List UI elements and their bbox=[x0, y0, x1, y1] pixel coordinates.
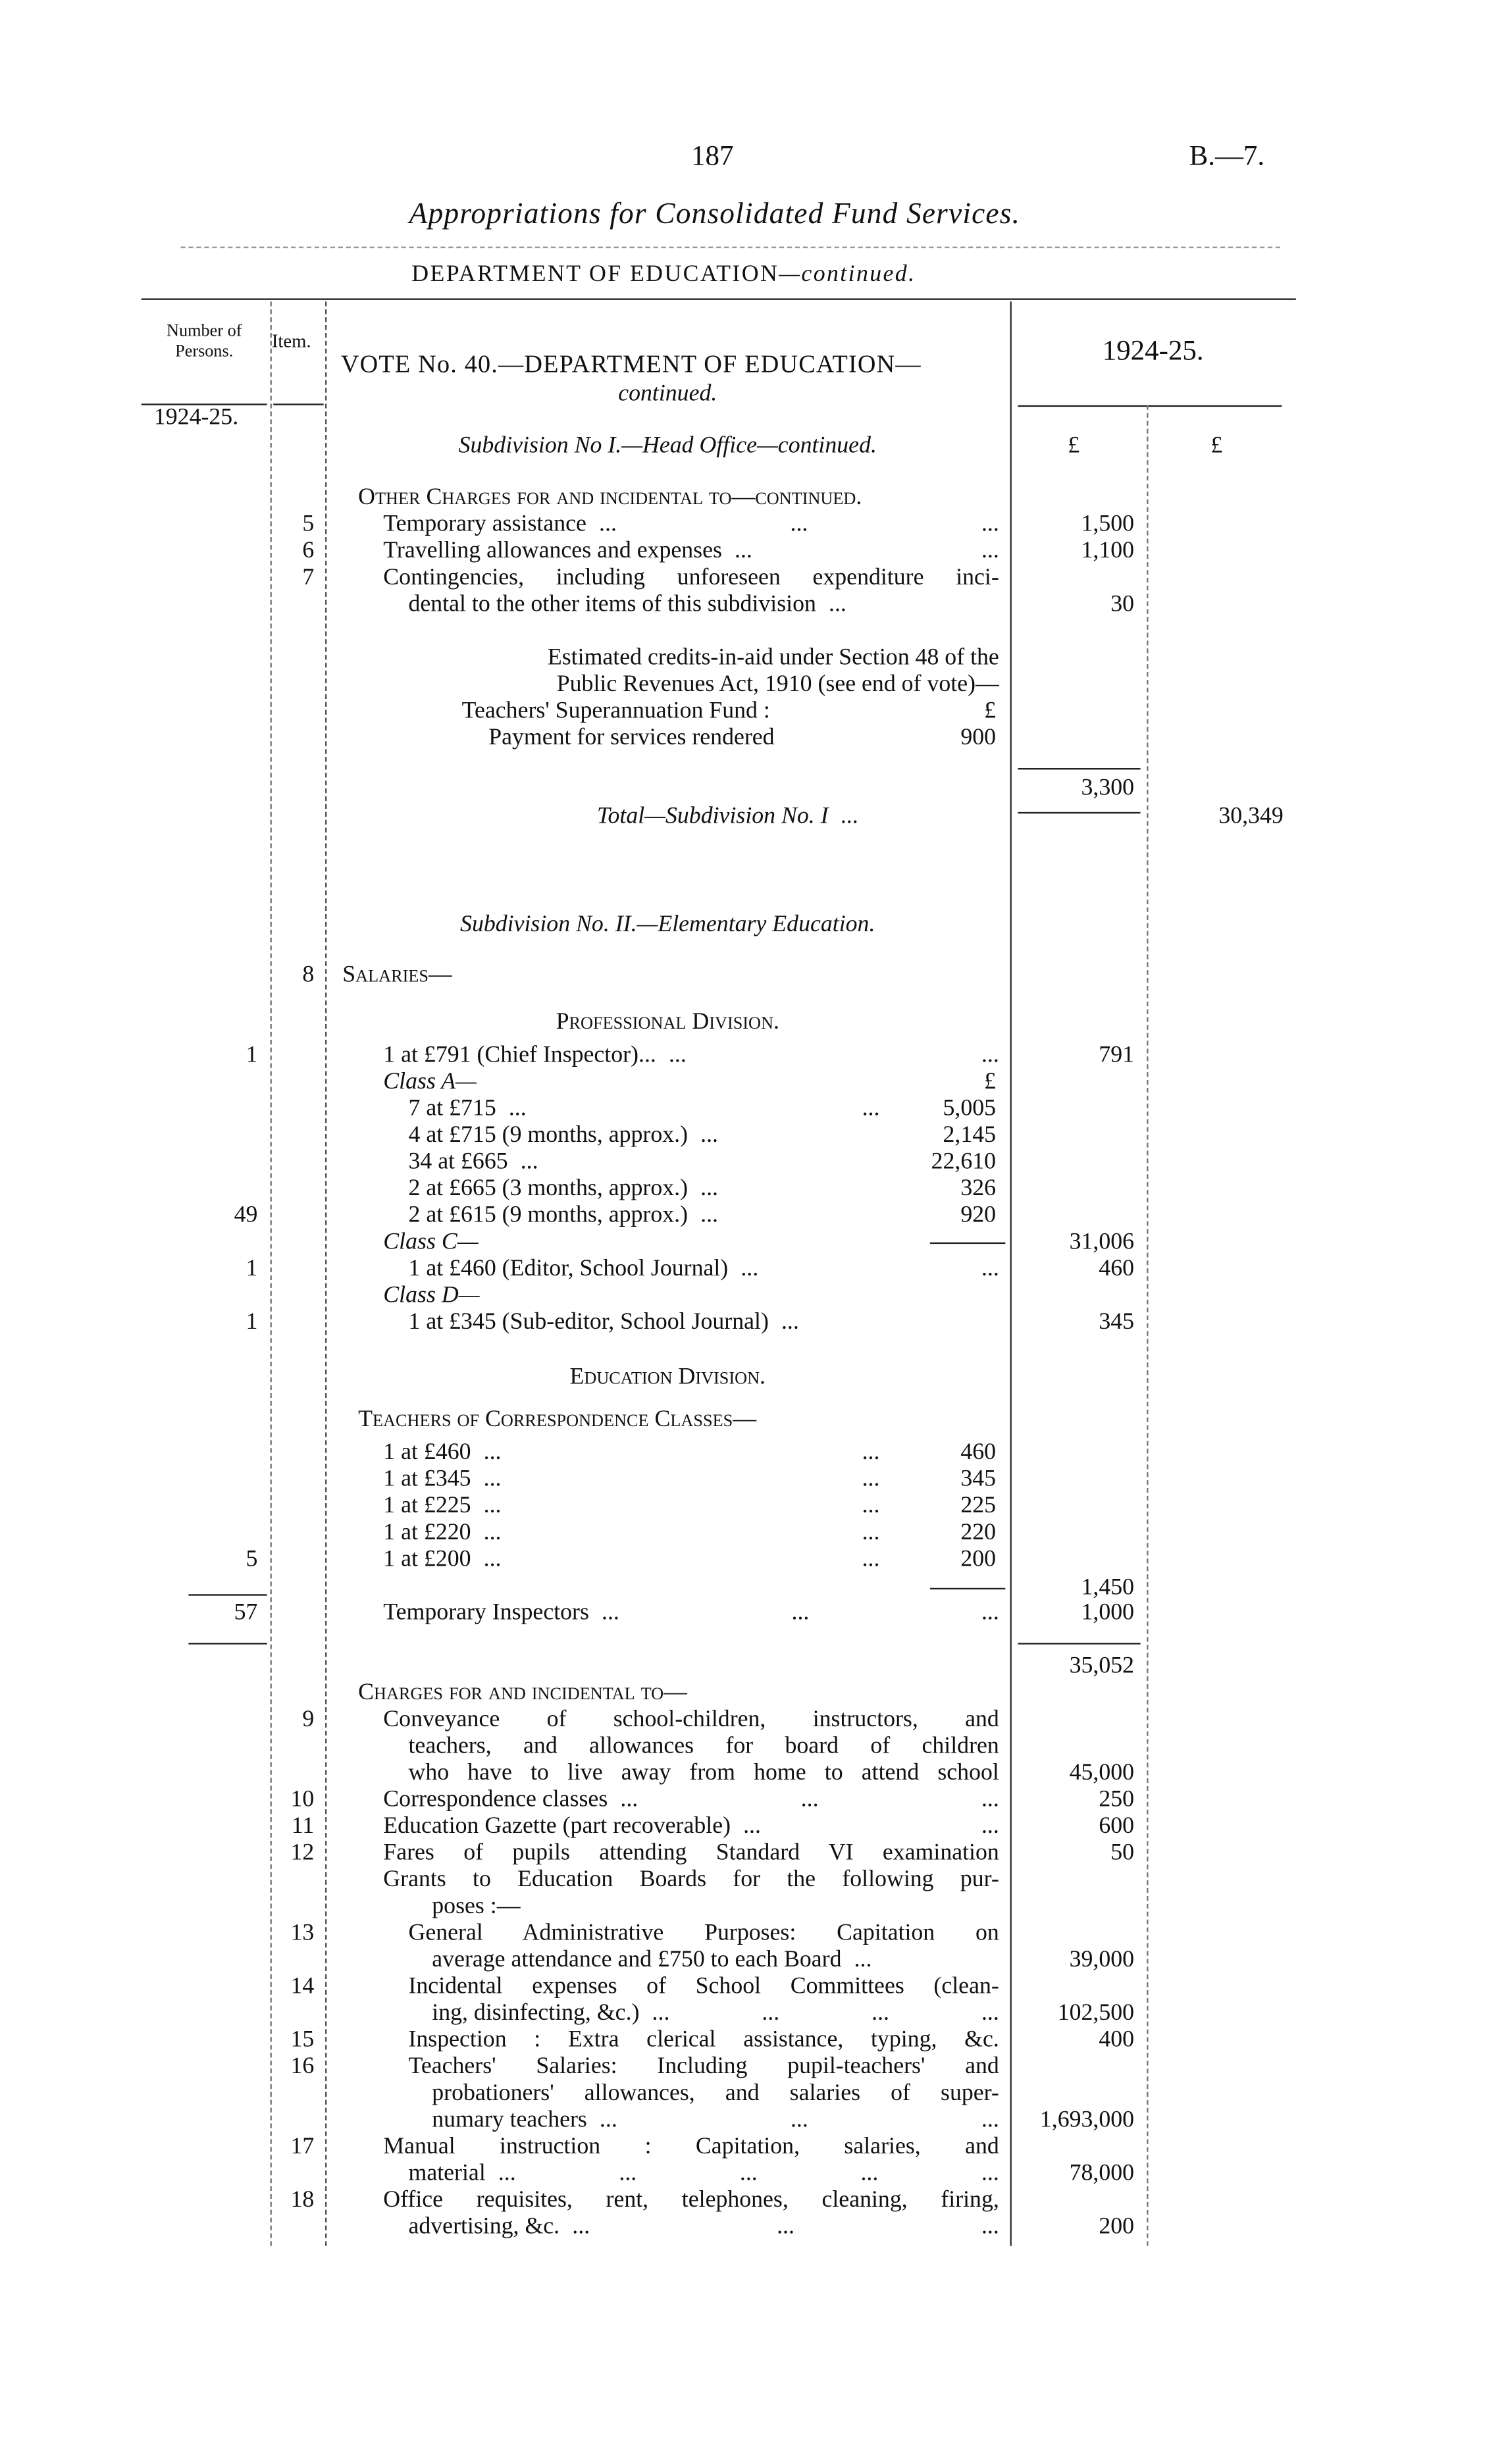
subtotal-rule bbox=[1018, 768, 1140, 769]
inner-amount: 345 bbox=[960, 1466, 997, 1493]
line-description: Teachers' Salaries: Including pupil-teachers' and bbox=[408, 2054, 999, 2080]
leader-dots: ... ... ... bbox=[602, 1600, 999, 1626]
amount-column-1: 31,006 bbox=[1069, 1229, 1135, 1255]
persons-year: 1924-25. bbox=[153, 405, 239, 430]
year-column-header: 1924-25. bbox=[1102, 334, 1204, 367]
inner-amount: 920 bbox=[960, 1203, 997, 1229]
amount-column-1: 30 bbox=[1110, 592, 1135, 617]
amount-column-1: 345 bbox=[1099, 1310, 1135, 1335]
description-text: dental to the other items of this subdivision bbox=[408, 592, 816, 617]
line-description: poses :— bbox=[432, 1894, 521, 1920]
description-text: 1 at £345 bbox=[383, 1466, 471, 1493]
divider bbox=[180, 247, 1280, 248]
description-text: 1 at £220 bbox=[383, 1520, 471, 1546]
line-description bbox=[432, 1946, 999, 1974]
leader-dots: ... ... ... bbox=[599, 2107, 999, 2133]
leader-dots: ... bbox=[700, 1123, 718, 1148]
line-description bbox=[383, 1041, 999, 1069]
line-description: Salaries— bbox=[342, 962, 452, 988]
leader-dots: ... bbox=[520, 1149, 538, 1175]
description-text: numary teachers bbox=[432, 2107, 587, 2133]
item-number: 13 bbox=[290, 1920, 315, 1946]
persons-count: 5 bbox=[246, 1547, 258, 1572]
line-description bbox=[383, 1466, 879, 1494]
department-name: DEPARTMENT OF EDUCATION bbox=[411, 262, 779, 288]
line-description: who have to live away from home to attend school bbox=[408, 1760, 999, 1786]
line-description bbox=[383, 1545, 879, 1574]
leader-dots: ... ... bbox=[483, 1440, 880, 1466]
column-rule bbox=[270, 301, 271, 2246]
leader-dots: ... ... ... ... bbox=[652, 2001, 999, 2026]
inner-amount: 225 bbox=[960, 1493, 997, 1519]
description-text: material bbox=[408, 2161, 486, 2187]
leader-dots: ... ... bbox=[735, 538, 999, 564]
amount-column-1: 35,052 bbox=[1069, 1653, 1135, 1680]
line-description bbox=[383, 1812, 999, 1841]
description-text: 1 at £225 bbox=[383, 1493, 471, 1519]
description-text: 2 at £665 (3 months, approx.) bbox=[408, 1176, 689, 1202]
amount-column-1: 1,693,000 bbox=[1039, 2107, 1135, 2133]
persons-column-header: Number of Persons. bbox=[167, 322, 242, 361]
item-number: 7 bbox=[302, 565, 315, 591]
line-description bbox=[408, 1255, 999, 1283]
line-description: Class D— bbox=[383, 1283, 480, 1308]
leader-dots: ... ... bbox=[743, 1814, 999, 1839]
description-text: 1 at £460 (Editor, School Journal) bbox=[408, 1256, 729, 1282]
leader-dots: ... ... ... ... ... bbox=[498, 2161, 999, 2187]
table-top-rule bbox=[142, 298, 1296, 299]
inner-amount: 460 bbox=[960, 1440, 997, 1466]
line-description bbox=[383, 1599, 999, 1627]
line-description bbox=[432, 1999, 999, 2028]
line-description: Grants to Education Boards for the following pur- bbox=[383, 1867, 999, 1893]
amount-column-1: 3,300 bbox=[1081, 775, 1135, 802]
line-description: Education Division. bbox=[569, 1364, 766, 1391]
line-description bbox=[408, 1308, 999, 1337]
leader-dots: ... bbox=[829, 592, 846, 617]
line-description: Professional Division. bbox=[556, 1010, 779, 1035]
description-text: Travelling allowances and expenses bbox=[383, 538, 722, 564]
amount-column-1: 460 bbox=[1099, 1256, 1135, 1282]
leader-dots: ... ... ... bbox=[572, 2214, 999, 2240]
description-text: advertising, &c. bbox=[408, 2214, 560, 2240]
description-text: 1 at £791 (Chief Inspector)... bbox=[383, 1042, 656, 1068]
persons-count: 57 bbox=[234, 1600, 258, 1626]
item-number: 16 bbox=[290, 2054, 315, 2080]
line-description: Subdivision No. II.—Elementary Education. bbox=[460, 912, 875, 938]
header-rule bbox=[273, 403, 323, 405]
description-text: Total—Subdivision No. I bbox=[596, 804, 829, 830]
description-text: Correspondence classes bbox=[383, 1787, 608, 1813]
description-text: 1 at £345 (Sub-editor, School Journal) bbox=[408, 1310, 769, 1335]
amount-column-1: 400 bbox=[1099, 2027, 1135, 2053]
item-number: 17 bbox=[290, 2134, 315, 2160]
line-description bbox=[432, 2106, 999, 2134]
inner-amount: 326 bbox=[960, 1176, 997, 1202]
description-text: average attendance and £750 to each Board bbox=[432, 1947, 842, 1973]
leader-dots: ... bbox=[841, 804, 859, 830]
column-rule bbox=[1147, 405, 1148, 2246]
page-number: 187 bbox=[691, 140, 734, 172]
item-number: 12 bbox=[290, 1840, 315, 1866]
inner-amount: 200 bbox=[960, 1547, 997, 1572]
amount-column-2: 30,349 bbox=[1218, 804, 1284, 830]
inner-amount: 220 bbox=[960, 1520, 997, 1546]
persons-count: 49 bbox=[234, 1203, 258, 1229]
leader-dots: ... ... bbox=[483, 1466, 880, 1493]
inner-amount: £ bbox=[984, 698, 997, 725]
line-description: Other Charges for and incidental to—continued. bbox=[358, 485, 862, 511]
leader-dots: ... ... ... bbox=[599, 511, 999, 538]
line-description: Estimated credits-in-aid under Section 48 of the bbox=[547, 645, 999, 671]
line-description bbox=[408, 2159, 999, 2188]
leader-dots: ... ... bbox=[508, 1096, 880, 1121]
line-description: Payment for services rendered bbox=[488, 725, 775, 751]
subtotal-rule bbox=[188, 1643, 267, 1644]
leader-dots: ... bbox=[700, 1176, 718, 1202]
amount-column-1: 1,000 bbox=[1081, 1600, 1135, 1626]
column-rule bbox=[1010, 301, 1012, 2246]
item-number: 6 bbox=[302, 538, 315, 564]
column-rule bbox=[325, 301, 326, 2246]
line-description bbox=[383, 1785, 999, 1814]
amount-column-1: 45,000 bbox=[1069, 1760, 1135, 1786]
line-description: Public Revenues Act, 1910 (see end of vote)— bbox=[556, 672, 999, 698]
line-description: Fares of pupils attending Standard VI examination bbox=[383, 1840, 999, 1866]
description-text: 1 at £460 bbox=[383, 1440, 471, 1466]
inner-amount: £ bbox=[984, 1069, 997, 1095]
description-text: 4 at £715 (9 months, approx.) bbox=[408, 1123, 689, 1148]
item-number: 5 bbox=[302, 511, 315, 538]
amount-column-1: 50 bbox=[1110, 1840, 1135, 1866]
line-description: Class A— bbox=[383, 1069, 477, 1095]
line-description: Manual instruction : Capitation, salaries, and bbox=[383, 2134, 999, 2160]
amount-column-1: 600 bbox=[1099, 1814, 1135, 1839]
line-description: Inspection : Extra clerical assistance, typing, &c. bbox=[408, 2027, 999, 2053]
leader-dots: ... ... bbox=[741, 1256, 999, 1282]
line-description bbox=[597, 803, 999, 831]
line-description: Charges for and incidental to— bbox=[358, 1680, 687, 1706]
inner-amount: 2,145 bbox=[943, 1123, 997, 1148]
item-number: 9 bbox=[302, 1707, 315, 1733]
line-description bbox=[408, 1175, 879, 1203]
description-text: 2 at £615 (9 months, approx.) bbox=[408, 1203, 689, 1229]
description-text: Temporary assistance bbox=[383, 511, 586, 538]
leader-dots: ... bbox=[854, 1947, 872, 1973]
description-text: ing, disinfecting, &c.) bbox=[432, 2001, 640, 2026]
inner-amount: 22,610 bbox=[931, 1149, 997, 1175]
line-description bbox=[408, 1148, 879, 1177]
header-rule bbox=[1018, 405, 1282, 407]
leader-dots: ... ... ... bbox=[620, 1787, 999, 1813]
line-description: Teachers' Superannuation Fund : bbox=[461, 698, 770, 725]
amount-column-1: 1,500 bbox=[1081, 511, 1135, 538]
description-text: 34 at £665 bbox=[408, 1149, 508, 1175]
persons-count: 1 bbox=[246, 1310, 258, 1335]
line-description bbox=[383, 1439, 879, 1467]
line-description bbox=[383, 1519, 879, 1547]
department-suffix: —continued. bbox=[779, 262, 916, 288]
line-description bbox=[383, 511, 999, 539]
line-description bbox=[383, 1492, 879, 1520]
subtotal-rule bbox=[1018, 812, 1140, 813]
line-description bbox=[408, 1202, 879, 1230]
amount-column-1: 78,000 bbox=[1069, 2161, 1135, 2187]
line-description: General Administrative Purposes: Capitation on bbox=[408, 1920, 999, 1946]
line-description: teachers, and allowances for board of children bbox=[408, 1733, 999, 1759]
description-text: 7 at £715 bbox=[408, 1096, 496, 1121]
department-heading bbox=[411, 261, 916, 289]
amount-column-1: 250 bbox=[1099, 1787, 1135, 1813]
line-description bbox=[383, 537, 999, 565]
amount-column-1: 1,450 bbox=[1081, 1575, 1135, 1601]
leader-dots: ... ... bbox=[483, 1547, 880, 1572]
item-number: 18 bbox=[290, 2188, 315, 2213]
item-number: 10 bbox=[290, 1787, 315, 1813]
description-text: Education Gazette (part recoverable) bbox=[383, 1814, 731, 1839]
amount-column-1: 1,100 bbox=[1081, 538, 1135, 564]
inner-amount: 5,005 bbox=[943, 1096, 997, 1121]
line-description: Subdivision No I.—Head Office—continued. bbox=[458, 433, 877, 459]
leader-dots: ... bbox=[700, 1203, 718, 1229]
line-description: Teachers of Correspondence Classes— bbox=[358, 1407, 757, 1433]
item-column-header: Item. bbox=[271, 330, 311, 352]
leader-dots: ... bbox=[781, 1310, 799, 1335]
leader-dots: ... ... bbox=[483, 1520, 880, 1546]
amount-column-1: 791 bbox=[1099, 1042, 1135, 1068]
persons-count: 1 bbox=[246, 1256, 258, 1282]
line-description: Contingencies, including unforeseen expenditure inci- bbox=[383, 565, 999, 591]
inner-amount: 900 bbox=[960, 725, 997, 751]
description-text: Temporary Inspectors bbox=[383, 1600, 589, 1626]
line-description: Conveyance of school-children, instructors, and bbox=[383, 1707, 999, 1733]
persons-count: 1 bbox=[246, 1042, 258, 1068]
line-description bbox=[408, 2213, 999, 2242]
amount-column-1: 200 bbox=[1099, 2214, 1135, 2240]
item-number: 11 bbox=[291, 1814, 315, 1839]
amount-column-1: 39,000 bbox=[1069, 1947, 1135, 1973]
line-description: Office requisites, rent, telephones, cleaning, firing, bbox=[383, 2188, 999, 2213]
subtotal-rule bbox=[188, 1594, 267, 1595]
line-description: probationers' allowances, and salaries of super- bbox=[432, 2081, 999, 2107]
line-description: Incidental expenses of School Committees (clean- bbox=[408, 1974, 999, 2000]
amount-column-2: £ bbox=[1210, 433, 1223, 459]
line-description: Class C— bbox=[383, 1229, 479, 1255]
line-description bbox=[408, 590, 999, 619]
subtotal-rule bbox=[930, 1588, 1006, 1589]
leader-dots: ... ... bbox=[668, 1042, 999, 1068]
item-number: 15 bbox=[290, 2027, 315, 2053]
leader-dots: ... ... bbox=[483, 1493, 880, 1519]
line-description bbox=[408, 1094, 879, 1123]
subtotal-rule bbox=[1018, 1643, 1140, 1644]
document-reference: B.—7. bbox=[1189, 140, 1265, 172]
vote-heading: VOTE No. 40.—DEPARTMENT OF EDUCATION— bbox=[340, 351, 922, 379]
page-title: Appropriations for Consolidated Fund Services. bbox=[409, 197, 1021, 231]
amount-column-1: £ bbox=[1068, 433, 1080, 459]
amount-column-1: 102,500 bbox=[1057, 2001, 1135, 2026]
line-description bbox=[408, 1121, 879, 1150]
item-number: 8 bbox=[302, 962, 315, 988]
item-number: 14 bbox=[290, 1974, 315, 2000]
description-text: 1 at £200 bbox=[383, 1547, 471, 1572]
vote-heading-continued: continued. bbox=[618, 381, 717, 407]
